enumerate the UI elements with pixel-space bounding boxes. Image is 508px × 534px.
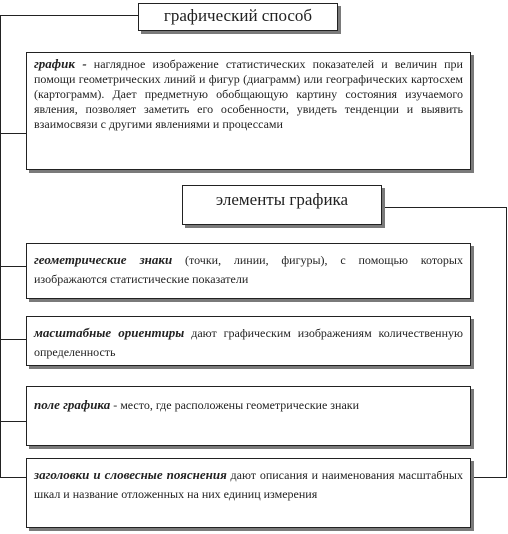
connector-left-vertical <box>0 15 1 478</box>
connector-top-horizontal <box>0 15 138 16</box>
graphic-method-title-box <box>138 3 338 31</box>
element-graph-field-term: поле графика <box>34 397 111 412</box>
connector-elements-title <box>382 207 507 208</box>
connector-element-3 <box>0 421 26 422</box>
element-titles-explanations-text: дают описания и наименования масштабных шкал и название отложенных на них единиц измерения <box>34 468 463 501</box>
graph-definition-box <box>26 52 471 170</box>
element-titles-explanations-term: заголовки и словесные пояснения <box>34 467 227 482</box>
element-geometric-signs-text: (точки, линии, фигуры), с помощью которых изображаются статистические показатели <box>34 253 463 286</box>
element-geometric-signs-term: геометрические знаки <box>34 252 173 267</box>
graphic-method-title: графический способ <box>163 6 313 25</box>
graph-definition-text: наглядное изображение статистических показателей и величин при помощи геометрических линий и фигур (диаграмм) или географических картосхем (картограмм). Дает предметную обобщающую картину состояния изучаемого явления, позволяет заметить его особенности, увидеть тенденции и выявить взаимосвязи с другими явлениями и процессами <box>34 57 463 131</box>
element-graph-field-text: - место, где расположены геометрические знаки <box>110 398 360 412</box>
element-geometric-signs-box <box>26 243 471 299</box>
graph-elements-title: элементы графика <box>215 190 349 209</box>
element-scale-references-text: дают графическим изображениям количественную определенность <box>34 326 463 359</box>
connector-right-vertical <box>506 207 507 478</box>
element-scale-references-term: масштабные ориентиры <box>34 325 185 340</box>
graph-definition-term: график - <box>34 56 87 71</box>
connector-element-2 <box>0 339 26 340</box>
connector-definition <box>0 133 26 134</box>
graph-elements-title-box <box>182 185 382 225</box>
connector-element-4-left <box>0 477 26 478</box>
connector-element-1 <box>0 266 26 267</box>
element-titles-explanations-box <box>26 458 471 528</box>
element-graph-field-box <box>26 386 471 446</box>
connector-element-4-right <box>471 477 507 478</box>
element-scale-references-box <box>26 316 471 366</box>
